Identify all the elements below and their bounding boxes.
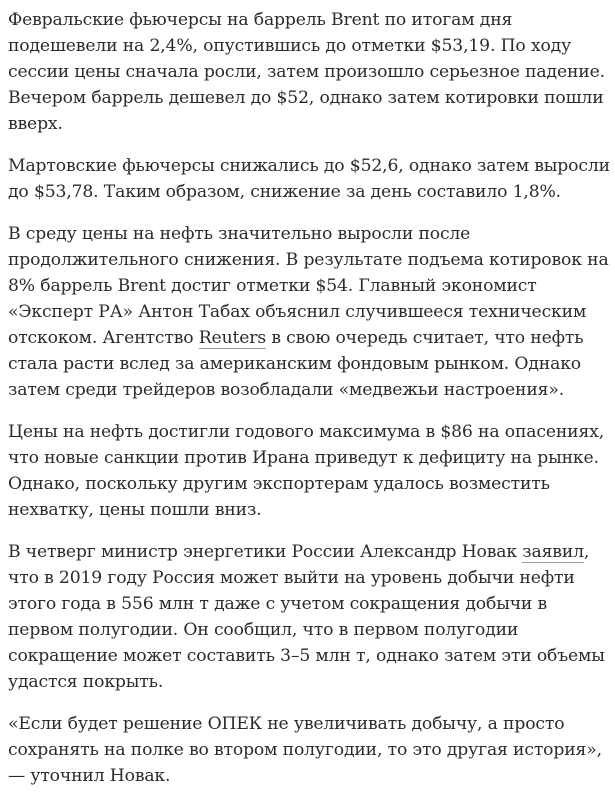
paragraph-brent-february: Февральские фьючерсы на баррель Brent по итогам дня подешевели на 2,4%, опустившись до отметки $53,19. По ходу сессии цены сначала росли, затем произошло серьезное падение. Вечером баррель дешевел до $52, однако затем котировки пошли вверх. [8,10,605,134]
paragraph-novak-quote: «Если будет решение ОПЕК не увеличивать добычу, а просто сохранять на полке во втором полугодии, то это другая история», — уточнил Новак. [8,714,602,786]
paragraph-text: В четверг министр энергетики России Александр Новак [8,542,523,562]
paragraph-text: в свою очередь считает, что нефть стала расти вслед за американским фондовым рынком. Однако затем среди трейдеров возобладали «медвежьи настроения». [8,328,584,400]
paragraph-wednesday-rise [8,221,611,403]
paragraph-text: В среду цены на нефть значительно выросли после продолжительного снижения. В результате подъема котировок на 8% баррель Brent достиг отметки $54. Главный экономист «Эксперт РА» Антон Табах объяснил случившееся техническим отскоком. Агентство [8,224,609,348]
paragraph-novak-statement [8,539,611,695]
article-body [8,7,611,805]
paragraph-yearly-maximum: Цены на нефть достигли годового максимума в $86 на опасениях, что новые санкции против Ирана приведут к дефициту на рынке. Однако, поскольку другим экспортерам удалось возместить нехватку, цены пошли вниз. [8,422,605,520]
paragraph-text: , что в 2019 году Россия может выйти на уровень добычи нефти этого года в 556 млн т даже с учетом сокращения добычи в первом полугодии. Он сообщил, что в первом полугодии сокращение может составить 3–5 млн т, однако затем эти объемы удастся покрыть. [8,542,605,692]
stated-link[interactable]: заявил [522,542,584,562]
paragraph-march-futures: Мартовские фьючерсы снижались до $52,6, однако затем выросли до $53,78. Таким образом, снижение за день составило 1,8%. [8,156,610,202]
reuters-link[interactable]: Reuters [198,328,266,348]
